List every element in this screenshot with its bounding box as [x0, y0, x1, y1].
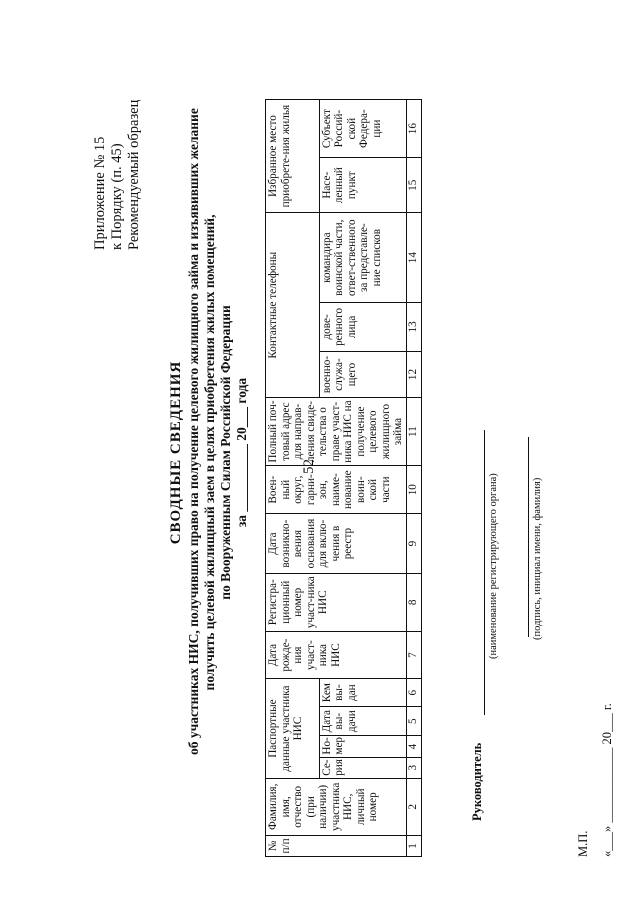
col-number: 8	[406, 573, 421, 631]
col-header-issue-date: Дата вы-дачи	[319, 706, 406, 736]
col-header-birth: Дата рожде-ния участ-ника НИС	[266, 631, 407, 679]
col-header-reg-number: Регистра-ционный номер участ-ника НИС	[266, 573, 407, 631]
col-number: 9	[406, 514, 421, 573]
stamp-mark: М.П.	[576, 830, 590, 857]
title-line-5: за __________ 20___ года	[234, 377, 249, 528]
col-header-issuer: Кем вы-дан	[319, 679, 406, 707]
col-header-fio: Фамилия, имя, отчество (при наличии) участника НИС, личный номер	[266, 778, 407, 835]
col-number: 14	[406, 213, 421, 303]
col-header-phone-trustee: дове-ренного лица	[319, 303, 406, 352]
title-line-3: получить целевой жилищный заем в целях приобретения жилых помещений,	[202, 214, 217, 691]
col-number: 1	[406, 835, 421, 856]
col-number: 13	[406, 303, 421, 352]
col-number: 4	[406, 736, 421, 757]
appendix-line-2: к Порядку (п. 45)	[109, 143, 125, 250]
col-number: 2	[406, 778, 421, 835]
col-number: 16	[406, 100, 421, 158]
col-header-address: Полный поч-товый адрес для направ-ления свиде-тельства о праве участ-ника НИС на получение целевого жилищного займа	[266, 398, 407, 466]
appendix-note	[92, 100, 143, 250]
col-number: 10	[406, 465, 421, 514]
col-header-phone-commander: командира воинской части, ответ-ственного за представле-ние списков	[319, 213, 406, 303]
col-number: 6	[406, 679, 421, 707]
col-header-series: Се-рия	[319, 757, 406, 778]
page-number: 52	[301, 459, 317, 474]
col-header-place: Избранное место приобрете-ния жилья	[266, 100, 320, 213]
title-line-4: по Вооруженным Силам Российской Федерации	[218, 305, 233, 600]
title-heading: СВОДНЫЕ СВЕДЕНИЯ	[168, 360, 184, 545]
col-header-basis-date: Дата возникно-вения основания для вклю-чения в реестр	[266, 514, 407, 573]
signature-line	[528, 437, 529, 637]
col-header-passport: Паспортные данные участника НИС	[266, 679, 320, 778]
col-number: 7	[406, 631, 421, 679]
col-header-number: Но-мер	[319, 736, 406, 757]
col-header-phones: Контактные телефоны	[266, 213, 320, 398]
col-header-locality: Насе-ленный пункт	[319, 158, 406, 213]
head-label: Руководитель	[470, 742, 484, 821]
appendix-line-1: Приложение № 15	[92, 136, 108, 250]
col-header-subject: Субъект Россий-ской Федера-ции	[319, 100, 406, 158]
col-number: 15	[406, 158, 421, 213]
summary-table	[265, 99, 422, 857]
col-header-no: № п/п	[266, 835, 407, 856]
date-line: «___» ____________ 20___ г.	[600, 703, 614, 857]
table-header-row-1	[266, 100, 320, 857]
col-number: 3	[406, 757, 421, 778]
title-line-2: об участниках НИС, получивших право на получение целевого жилищного займа и изъявивших желание	[186, 108, 201, 755]
appendix-line-3: Рекомендуемый образец	[126, 99, 142, 250]
signature-caption: (подпись, инициал имени, фамилия)	[532, 477, 543, 640]
org-name-line	[484, 430, 485, 715]
table-number-row	[406, 100, 421, 857]
col-header-phone-serviceman: военно-служа-щего	[319, 351, 406, 398]
col-number: 11	[406, 398, 421, 466]
col-header-district: Воен-ный округ, гарни-зон, наиме-нование воин-ской части	[266, 465, 407, 514]
col-number: 12	[406, 351, 421, 398]
document-title	[168, 108, 250, 755]
org-caption: (наименование регистрирующего органа)	[488, 473, 499, 659]
col-number: 5	[406, 706, 421, 736]
